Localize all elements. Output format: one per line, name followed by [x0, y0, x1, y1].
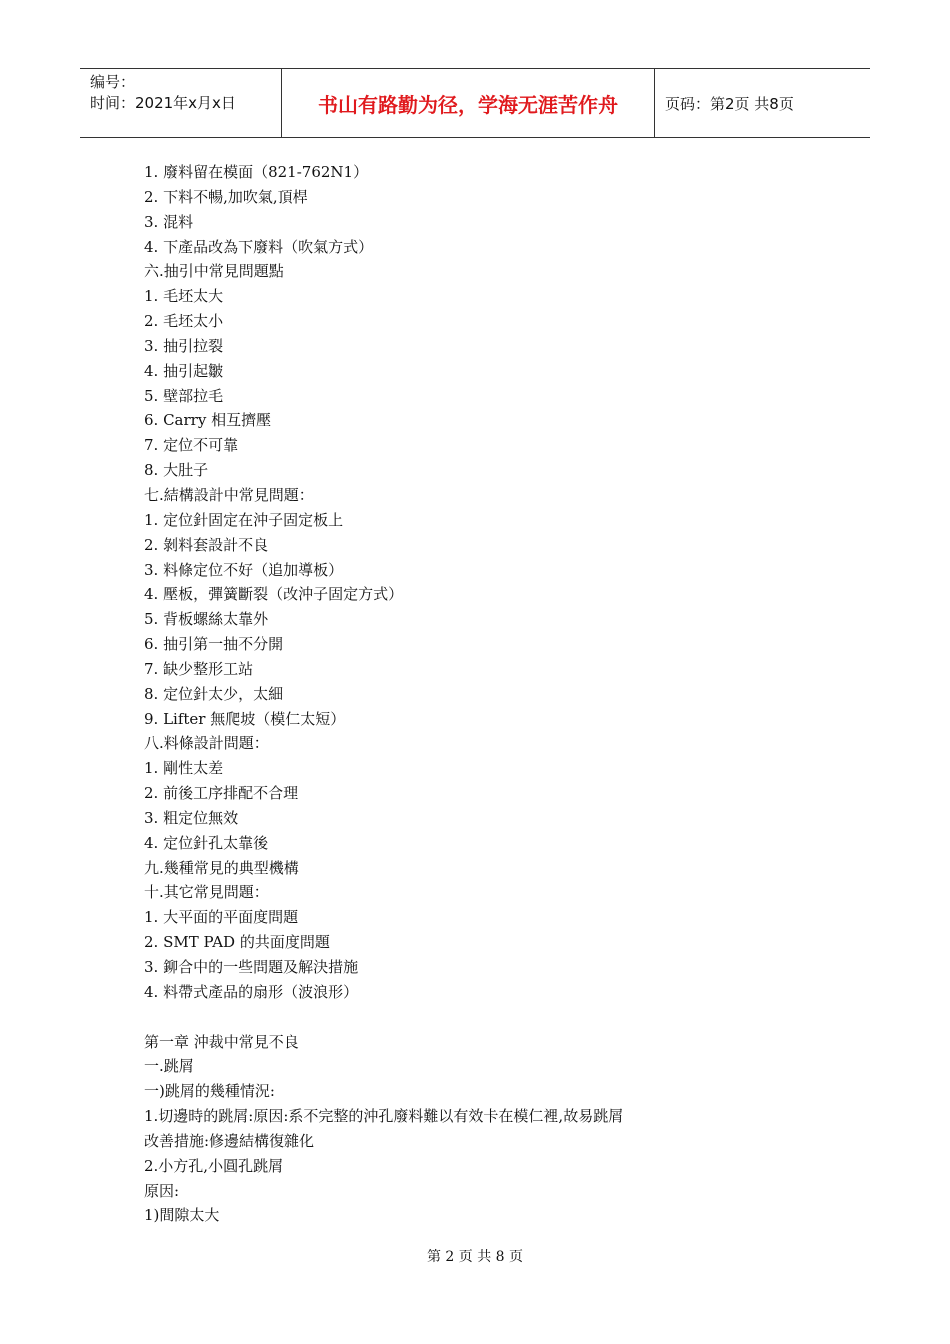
text-line: 6. 抽引第一抽不分開 — [144, 635, 284, 654]
text-line: 6. Carry 相互擠壓 — [144, 411, 272, 430]
text-line: 3. 粗定位無效 — [144, 808, 239, 827]
text-line: 3. 抽引拉裂 — [144, 336, 224, 355]
text-line: 十.其它常見問題： — [144, 883, 269, 902]
text-line: 1. 剛性太差 — [144, 759, 224, 778]
text-line: 4. 抽引起皺 — [144, 361, 224, 380]
text-line: 5. 壁部拉毛 — [144, 386, 224, 405]
header-meta — [80, 69, 282, 137]
text-line: 8. 大肚子 — [144, 461, 209, 480]
text-line: 2. 毛坯太小 — [144, 312, 224, 331]
document-body — [144, 160, 864, 1228]
text-line: 2. SMT PAD 的共面度問題 — [144, 933, 330, 952]
text-line: 3. 混料 — [144, 212, 194, 231]
text-line: 一.跳屑 — [144, 1057, 194, 1076]
header-page-info: 页码：第2页 共8页 — [665, 94, 794, 113]
text-line: 八.料條設計問題： — [144, 734, 269, 753]
text-line: 1. 定位針固定在沖子固定板上 — [144, 510, 344, 529]
time-label: 时间：2021年x月x日 — [90, 94, 236, 112]
text-line: 1)間隙太大 — [144, 1206, 220, 1225]
text-line: 4. 下產品改為下廢料（吹氣方式） — [144, 237, 374, 256]
text-line: 4. 定位針孔太靠後 — [144, 833, 269, 852]
text-line: 2. 剝料套設計不良 — [144, 535, 269, 554]
text-line: 9. Lifter 無爬坡（模仁太短） — [144, 709, 346, 728]
text-line: 3. 料條定位不好（追加導板） — [144, 560, 344, 579]
text-line: 4. 壓板，彈簧斷裂（改沖子固定方式） — [144, 585, 404, 604]
blank-line — [144, 1005, 864, 1030]
text-line: 1. 大平面的平面度問題 — [144, 908, 299, 927]
text-line: 3. 鉚合中的一些問題及解決措施 — [144, 958, 359, 976]
text-line: 7. 缺少整形工站 — [144, 659, 254, 678]
number-label: 编号： — [90, 73, 136, 91]
text-line: 2.小方孔,小圓孔跳屑 — [144, 1156, 284, 1175]
text-line: 九.幾種常見的典型機構 — [144, 858, 299, 877]
text-line: 7. 定位不可靠 — [144, 436, 239, 455]
text-line: 5. 背板螺絲太靠外 — [144, 610, 269, 629]
text-line: 六.抽引中常見問題點 — [144, 262, 284, 281]
text-line: 七.結構設計中常見問題： — [144, 485, 314, 504]
text-line: 8. 定位針太少，太細 — [144, 684, 284, 703]
page-footer: 第 2 页 共 8 页 — [426, 1249, 524, 1265]
text-line: 原因: — [144, 1181, 180, 1200]
header-motto: 书山有路勤为径，学海无涯苦作舟 — [282, 69, 655, 137]
text-line: 4. 料帶式產品的扇形（波浪形） — [144, 982, 359, 1001]
text-line: 1. 廢料留在模面（821-762N1） — [144, 163, 369, 181]
page-header — [80, 68, 870, 138]
text-line: 1. 毛坯太大 — [144, 287, 224, 306]
text-line: 1.切邊時的跳屑:原因:系不完整的沖孔廢料難以有效卡在模仁裡,故易跳屑 — [144, 1107, 624, 1126]
text-line: 第一章 沖裁中常見不良 — [144, 1032, 299, 1051]
text-line: 改善措施:修邊結構復雜化 — [144, 1131, 315, 1150]
text-line: 2. 下料不暢,加吹氣,頂桿 — [144, 187, 308, 206]
text-line: 一)跳屑的幾種情況: — [144, 1082, 275, 1101]
text-line: 2. 前後工序排配不合理 — [144, 784, 299, 803]
